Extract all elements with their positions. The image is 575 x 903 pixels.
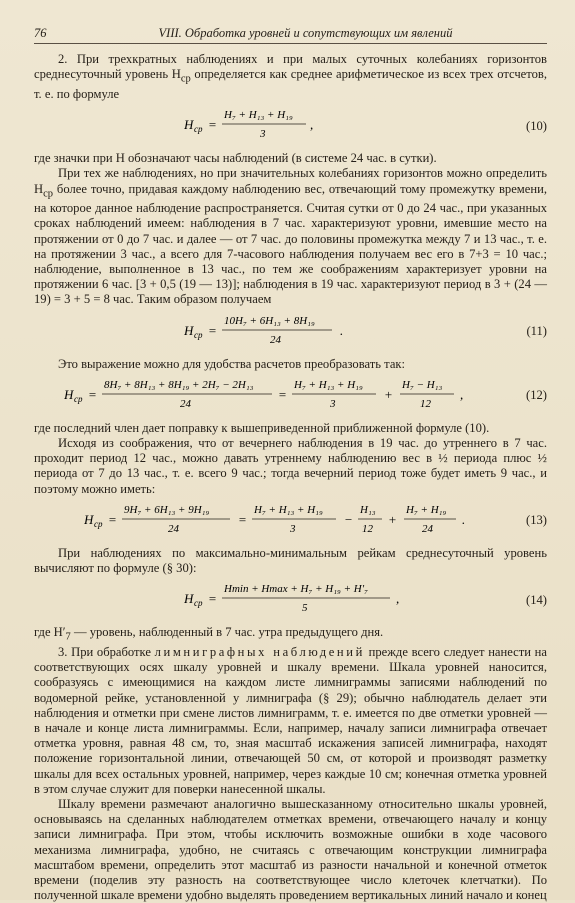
page-header xyxy=(34,26,547,44)
equation-number: (12) xyxy=(526,388,547,403)
svg-text:H₇ + H₁₃ + H₁₉: H₇ + H₁₃ + H₁₉ xyxy=(224,109,293,122)
svg-text:24: 24 xyxy=(168,522,179,535)
formula-10 xyxy=(34,106,547,146)
svg-text:Hmin + Hmax + H₇ + H₁₉ + H′₇: Hmin + Hmax + H₇ + H₁₉ + H′₇ xyxy=(224,583,368,596)
svg-text:H: H xyxy=(84,511,94,527)
svg-text:H: H xyxy=(184,117,194,133)
svg-text:H₁₃: H₁₃ xyxy=(360,503,376,516)
paragraph: Шкалу времени размечают аналогично вышесказанному относительно шкалы уровней, основываясь на сделанных наблюдателем отметках времени, отвечающего началу и концу записи лимниграфа. При этом, чтобы исключить возможные ошибки в ходе часового механизма лимниграфа, удобно, не считаясь с отвечающим конструкции лимниграфа масштабом времени, определить этот масштаб из разности начальной и конечной отметок времени (поделив эту разность на соответствующее число клеточек клетчатки). По полученной шкале времени удобно выделять проведением вертикальных линий начало и конец xyxy=(34,797,547,903)
formula-body xyxy=(34,580,503,620)
formula-14 xyxy=(34,580,547,620)
paragraph: При наблюдениях по максимально-минимальным рейкам среднесуточный уровень вычисляют по формуле (§ 30): xyxy=(34,545,547,576)
svg-text:3: 3 xyxy=(260,128,266,141)
svg-text:=: = xyxy=(278,386,287,402)
svg-text:−: − xyxy=(344,511,353,527)
svg-text:=: = xyxy=(88,386,97,402)
paragraph xyxy=(34,645,547,797)
svg-text:3: 3 xyxy=(290,522,296,535)
formula-14-expression xyxy=(184,580,434,616)
svg-text:10H₇ + 6H₁₃ + 8H₁₉: 10H₇ + 6H₁₃ + 8H₁₉ xyxy=(224,314,315,327)
formula-body xyxy=(34,501,514,541)
svg-text:12: 12 xyxy=(420,397,431,410)
formula-13 xyxy=(34,501,547,541)
svg-text:,: , xyxy=(460,386,464,402)
svg-text:H₇ + H₁₃ + H₁₉: H₇ + H₁₃ + H₁₉ xyxy=(254,503,323,516)
svg-text:=: = xyxy=(108,511,117,527)
paragraph: Это выражение можно для удобства расчетов преобразовать так: xyxy=(58,356,406,371)
svg-text:24: 24 xyxy=(270,333,281,346)
running-title: VIII. Обработка уровней и сопутствующих им явлений xyxy=(158,26,453,40)
equation-number: (11) xyxy=(526,324,547,339)
svg-text:,: , xyxy=(396,591,400,607)
svg-text:H: H xyxy=(184,322,194,338)
svg-text:24: 24 xyxy=(422,522,433,535)
svg-text:.: . xyxy=(340,322,344,338)
equation-number: (13) xyxy=(526,513,547,528)
svg-text:24: 24 xyxy=(180,397,191,410)
svg-text:ср: ср xyxy=(194,124,203,135)
svg-text:H₇ + H₁₃ + H₁₉: H₇ + H₁₃ + H₁₉ xyxy=(294,378,363,391)
svg-text:8H₇ + 8H₁₃ + 8H₁₉ + 2H₇ − 2H₁₃: 8H₇ + 8H₁₃ + 8H₁₉ + 2H₇ − 2H₁₃ xyxy=(104,378,254,391)
svg-text:12: 12 xyxy=(362,522,373,535)
paragraph: где последний член дает поправку к вышеприведенной приближенной формуле (10). xyxy=(34,420,490,435)
svg-text:,: , xyxy=(310,117,314,133)
svg-text:=: = xyxy=(238,511,247,527)
svg-text:ср: ср xyxy=(94,518,103,529)
svg-text:+: + xyxy=(388,511,397,527)
svg-text:ср: ср xyxy=(194,329,203,340)
svg-text:=: = xyxy=(208,117,217,133)
formula-body xyxy=(34,376,504,416)
formula-body xyxy=(34,312,503,352)
paragraph: Исходя из соображения, что от вечернего наблюдения в 19 час. до утреннего в 7 час. проходит период 12 час., можно давать утреннему наблюдению вес в ½ периода плюс ½ периода от 7 до 13 час., т. е. всего 9 час.; тогда вечерний период тоже будет иметь 9 час., и поэтому можно иметь: xyxy=(34,436,547,496)
svg-text:H₇ + H₁₉: H₇ + H₁₉ xyxy=(406,503,447,516)
paragraph: где $H'_7$ — уровень, наблюденный в 7 час. утра предыдущего дня. xyxy=(34,625,384,643)
svg-text:ср: ср xyxy=(74,393,83,404)
formula-11-expression xyxy=(184,312,404,348)
svg-text:+: + xyxy=(384,386,393,402)
formula-body xyxy=(34,106,503,146)
equation-number: (10) xyxy=(526,118,547,133)
formula-13-expression xyxy=(84,501,514,537)
svg-text:=: = xyxy=(208,591,217,607)
svg-text:5: 5 xyxy=(302,602,308,615)
svg-text:H₇ − H₁₃: H₇ − H₁₃ xyxy=(402,378,443,391)
svg-text:3: 3 xyxy=(330,397,336,410)
page-number: 76 xyxy=(34,26,47,40)
svg-text:9H₇ + 6H₁₃ + 9H₁₉: 9H₇ + 6H₁₃ + 9H₁₉ xyxy=(124,503,210,516)
svg-text:H: H xyxy=(64,386,74,402)
svg-text:.: . xyxy=(462,511,466,527)
svg-text:ср: ср xyxy=(194,598,203,609)
formula-12-expression xyxy=(64,376,504,412)
svg-text:H: H xyxy=(184,591,194,607)
formula-12 xyxy=(34,376,547,416)
formula-10-expression xyxy=(184,106,374,142)
emphasized-term: лимниграфных наблюдений xyxy=(154,645,365,660)
formula-11 xyxy=(34,312,547,352)
paragraph: 2. При трехкратных наблюдениях и при малых суточных колебаниях горизонтов среднесуточный уровень $H_{ср}$ определяется как среднее арифметическое из всех трех отсчетов, т. е. по формуле xyxy=(34,52,547,101)
paragraph-text: прежде всего следует нанести на соответствующих осях шкалу уровней и шкалу времени. Шкала уровней наносится, сообразуясь с имеющимися на каждом листе лимниграммы записями наблюдений по водомерной рейке, установленной у лимниграфа (§ 29); обычно наблюдатель делает эти наблюдения и отметки при смене листов лимниграмм, т. е. имеется по две отметки уровней — в начале и конце листа лимниграммы. Если, например, началу записи лимниграфа отвечает отметка уровня, равная 48 см, то, зная масштаб искажения записей лимниграфа, находят положение горизонтальной линии, отвечающей 50 см, от которой и производят разметку шкалы для всех остальных уровней, например, через каждые 10 см; конечная отметка уровней в этом случае служит для поверки нанесенной шкалы. xyxy=(34,645,547,796)
paragraph: При тех же наблюдениях, но при значительных колебаниях горизонтов можно определить $H_{ср}$ более точно, придавая каждому наблюдению вес, отвечающий тому промежутку времени, на которое данное наблюдение распространяется. Считая сутки от 0 до 24 час., при указанных сроках наблюдений имеем: наблюдения в 7 час. характеризуют уровни, имевшие место на протяжении от 0 до 7 час. и далее — от 7 час. до половины промежутка между 7 и 13 час., т. е. на протяжении 3 час., а всего для 7-часового наблюдения получаем вес его в 7+3 = 10 час.; наблюдение, выполненное в 13 час., по тем же соображениям характеризует уровни на протяжении 6 час. [3 + 0,5 (19 — 13)]; наблюдения в 19 час. характеризуют период в 3 + (24 — 19) = 3 + 5 = 8 час. Таким образом получаем xyxy=(34,166,547,307)
paragraph-lead: 3. При обработке xyxy=(58,645,155,660)
svg-text:=: = xyxy=(208,322,217,338)
paragraph: где значки при H обозначают часы наблюдений (в системе 24 час. в сутки). xyxy=(34,151,437,166)
equation-number: (14) xyxy=(526,592,547,607)
